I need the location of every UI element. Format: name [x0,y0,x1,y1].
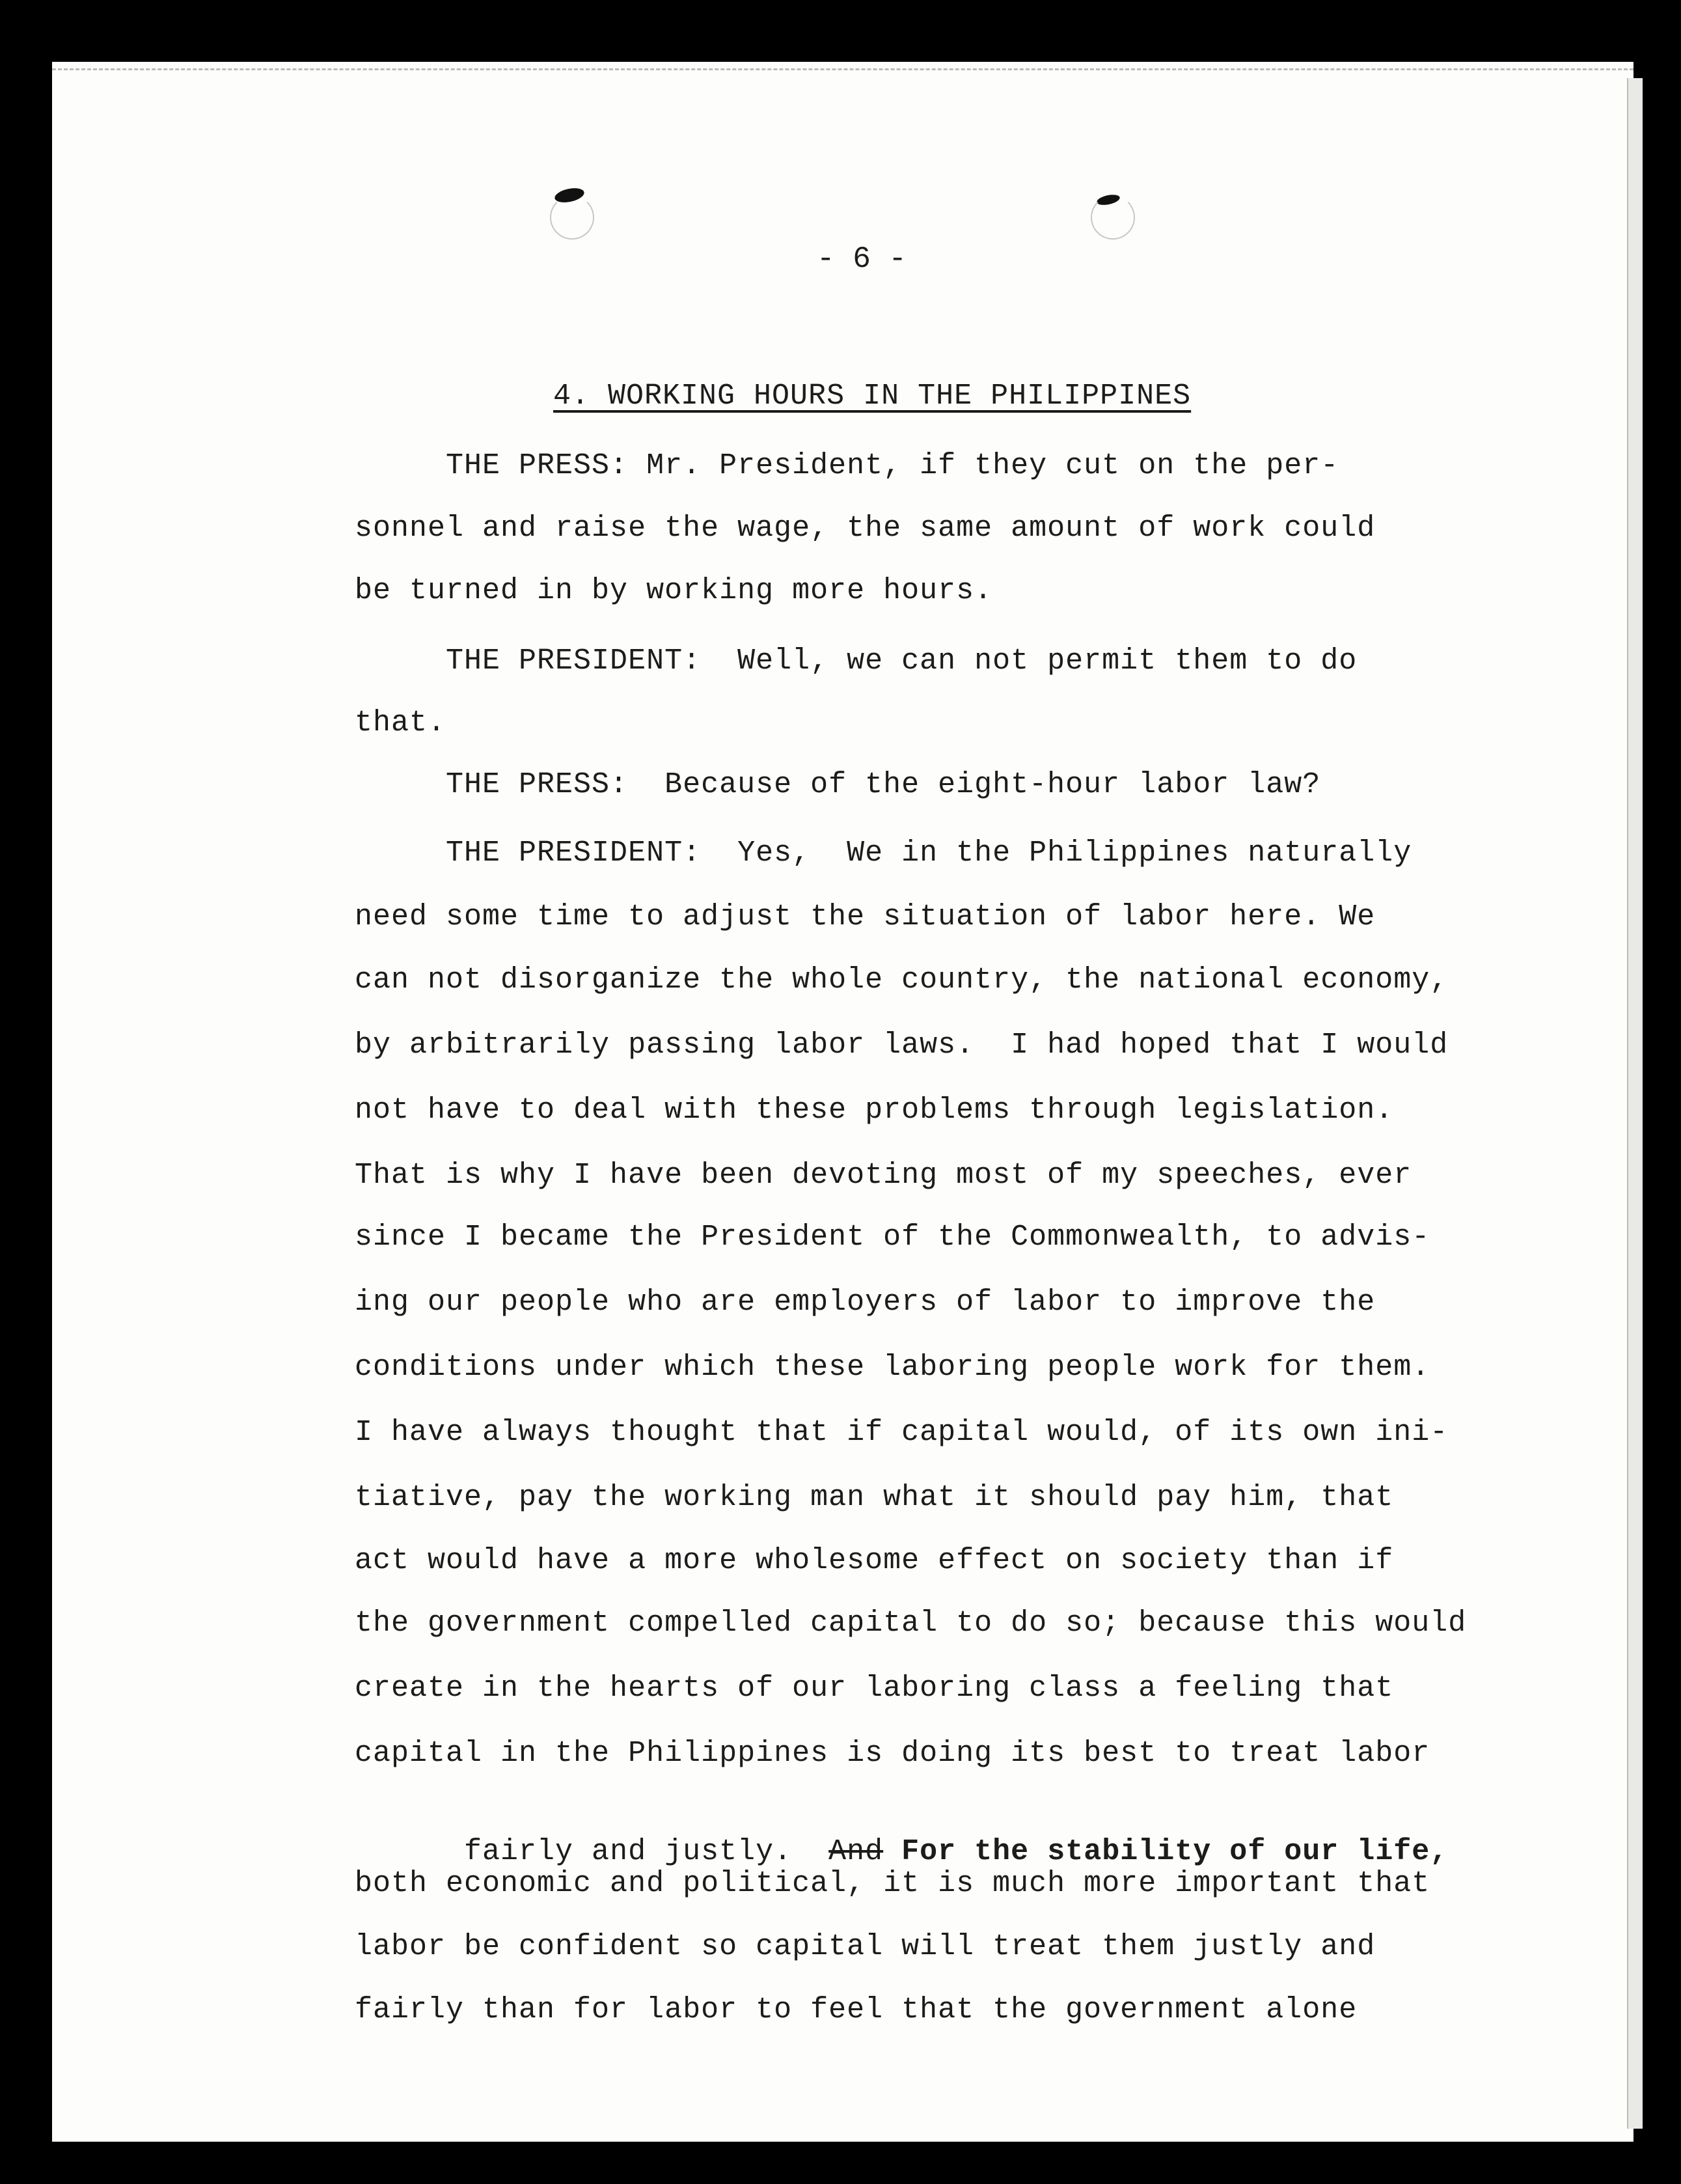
text-line: ing our people who are employers of labor to improve the [355,1286,1376,1319]
text-line: act would have a more wholesome effect on society than if [355,1544,1394,1577]
text-line: THE PRESIDENT: Yes, We in the Philippines naturally [355,836,1412,870]
text-line: since I became the President of the Commonwealth, to advis- [355,1221,1430,1254]
section-heading: 4. WORKING HOURS IN THE PHILIPPINES [553,380,1192,413]
page-top-edge [52,62,1633,70]
text-line: I have always thought that if capital would, of its own ini- [355,1416,1449,1449]
text-line: THE PRESS: Mr. President, if they cut on the per- [355,449,1339,482]
page-number: - 6 - [817,242,907,276]
body-text [355,449,1467,2026]
text-line: be turned in by working more hours. [355,574,993,607]
text-line: the government compelled capital to do so; because this would [355,1607,1467,1640]
text-line: sonnel and raise the wage, the same amount of work could [355,512,1376,545]
text-line: labor be confident so capital will treat them justly and [355,1930,1376,1963]
text-line: THE PRESS: Because of the eight-hour labor law? [355,768,1321,801]
struck-out-word: And [828,1835,884,1868]
underlying-sheet-edge [1627,78,1643,2129]
text-line: not have to deal with these problems through legislation. [355,1094,1394,1127]
text-line: both economic and political, it is much more important that [355,1867,1430,1900]
handwritten-correction-text: For the stability of our life, [883,1835,1449,1868]
text-segment: fairly and justly. [464,1835,793,1868]
text-line: tiative, pay the working man what it should pay him, that [355,1481,1394,1514]
text-line: can not disorganize the whole country, the national economy, [355,963,1449,997]
text-line: THE PRESIDENT: Well, we can not permit them to do [355,644,1358,678]
text-line: by arbitrarily passing labor laws. I had hoped that I would [355,1029,1449,1062]
text-line: conditions under which these laboring people work for them. [355,1351,1430,1384]
text-line: that. [355,706,446,740]
text-line: fairly than for labor to feel that the government alone [355,1993,1358,2026]
punch-ring-right [1091,195,1135,240]
text-line: That is why I have been devoting most of my speeches, ever [355,1159,1412,1192]
text-line: capital in the Philippines is doing its best to treat labor [355,1737,1430,1770]
text-line: create in the hearts of our laboring class a feeling that [355,1672,1394,1705]
text-line: need some time to adjust the situation of labor here. We [355,900,1376,933]
punch-ring-left [550,195,594,240]
